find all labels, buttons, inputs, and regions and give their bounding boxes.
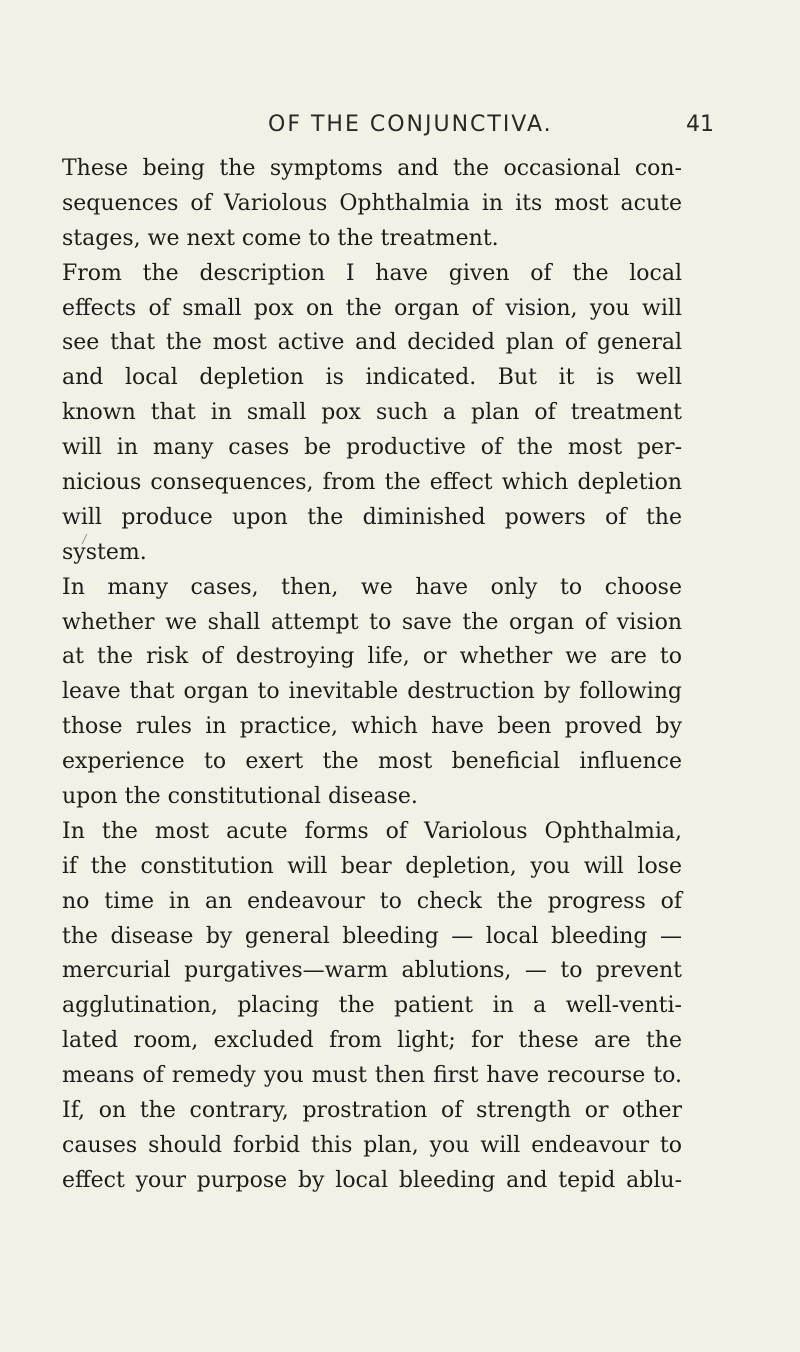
text-line: the disease by general bleeding — local bleeding — [62,923,682,949]
text-line: will produce upon the diminished powers of the [62,504,682,530]
text-line: and local depletion is indicated. But it is well [62,365,682,391]
text-line: agglutination, placing the patient in a well-venti- [62,993,682,1019]
text-line: system. [62,539,147,565]
text-line: no time in an endeavour to check the progress of [62,888,682,914]
text-line: effects of small pox on the organ of vision, you will [62,295,682,321]
text-line: nicious consequences, from the effect which depletion [62,470,682,496]
text-line: In the most acute forms of Variolous Ophthalmia, [62,818,682,844]
text-line: stages, we next come to the treatment. [62,225,499,251]
text-line: upon the constitutional disease. [62,784,418,810]
page-number: 41 [686,112,714,137]
text-line: see that the most active and decided plan of general [62,330,682,356]
text-line: These being the symptoms and the occasional con- [62,156,682,181]
text-line: leave that organ to inevitable destruction by following [62,679,682,705]
body-text [62,152,682,1199]
text-line: lated room, excluded from light; for these are the [62,1028,682,1054]
text-line: whether we shall attempt to save the organ of vision [62,609,682,635]
text-line: If, on the contrary, prostration of strength or other [62,1098,682,1124]
running-title: OF THE CONJUNCTIVA. [268,112,553,137]
text-line: mercurial purgatives—warm ablutions, — to prevent [62,958,682,984]
text-line: From the description I have given of the local [62,260,682,286]
text-line: experience to exert the most beneficial influence [62,749,682,775]
text-line: effect your purpose by local bleeding and tepid ablu- [62,1167,682,1193]
text-line: will in many cases be productive of the most per- [62,435,682,461]
text-line: In many cases, then, we have only to choose [62,574,682,600]
text-line: means of remedy you must then first have recourse to. [62,1063,682,1089]
running-head [100,112,720,144]
text-line: those rules in practice, which have been proved by [62,714,682,740]
text-line: known that in small pox such a plan of treatment [62,400,682,426]
text-line: sequences of Variolous Ophthalmia in its most acute [62,190,682,216]
text-line: causes should forbid this plan, you will endeavour to [62,1132,682,1158]
text-line: at the risk of destroying life, or whether we are to [62,644,682,670]
text-line: if the constitution will bear depletion, you will lose [62,853,682,879]
